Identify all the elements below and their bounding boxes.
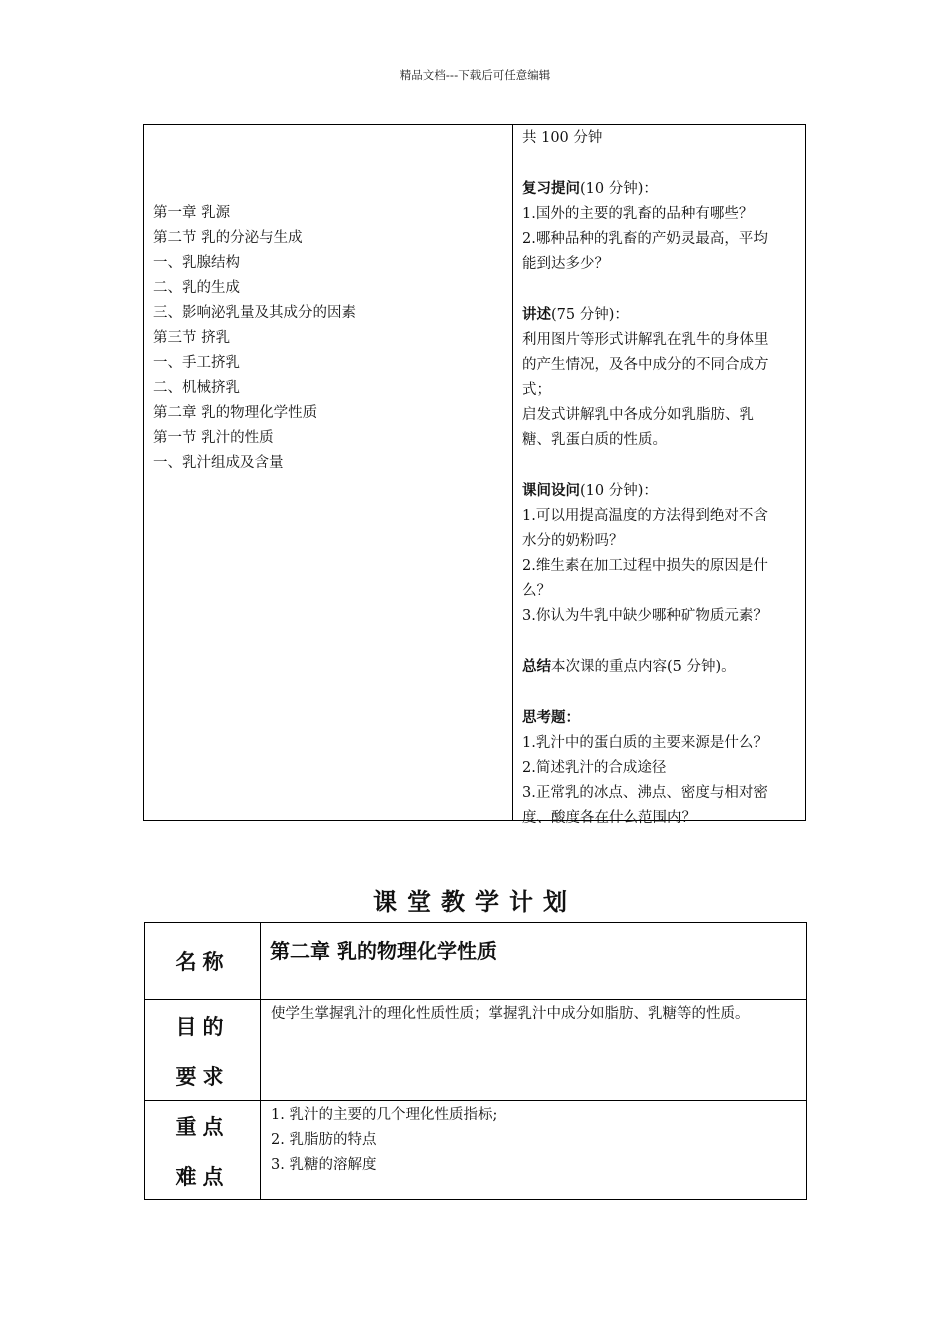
continued-lesson-table: [143, 124, 806, 826]
think-line: 度、酸度各在什么范围内？: [522, 810, 696, 826]
outline-line: 一、乳腺结构: [153, 255, 240, 271]
lecture-line: 启发式讲解乳中各成分如乳脂肪、乳: [522, 407, 754, 423]
name-label: 名称: [175, 949, 230, 974]
goal-label-line: 要求: [175, 1064, 230, 1089]
row-divider: [145, 999, 806, 1000]
inclass-line: 水分的奶粉吗？: [522, 533, 624, 549]
key-label: [145, 1102, 260, 1202]
lesson-plan-table: [144, 922, 807, 1200]
goal-label-line: 目的: [175, 1014, 230, 1039]
goal-label: [145, 1002, 260, 1102]
inclass-line: 3.你认为牛乳中缺少哪种矿物质元素？: [522, 608, 768, 624]
label-divider: [260, 923, 261, 1199]
review-heading: 复习提问(10 分钟)：: [522, 180, 658, 197]
inclass-line: 么？: [522, 583, 551, 599]
column-divider: [512, 125, 513, 820]
lecture-line: 利用图片等形式讲解乳在乳牛的身体里: [522, 332, 769, 348]
outline-column: [153, 201, 503, 476]
inclass-line: 1.可以用提高温度的方法得到绝对不含: [522, 508, 768, 524]
outline-line: 第二章 乳的物理化学性质: [153, 405, 318, 421]
outline-line: 第二节 乳的分泌与生成: [153, 230, 303, 246]
think-line: 2.简述乳汁的合成途径: [522, 760, 667, 776]
outline-line: 第三节 挤乳: [153, 330, 231, 346]
review-line: 能到达多少？: [522, 256, 609, 272]
total-time: 共 100 分钟: [522, 130, 603, 146]
page-header: 精品文档---下载后可任意编辑: [399, 68, 551, 82]
process-column: [522, 126, 800, 831]
key-label-line: 重点: [175, 1114, 230, 1139]
think-heading: 思考题：: [522, 709, 580, 726]
think-line: 1.乳汁中的蛋白质的主要来源是什么？: [522, 735, 768, 751]
lecture-line: 式；: [522, 382, 551, 398]
outline-line: 一、手工挤乳: [153, 355, 240, 371]
outline-line: 二、乳的生成: [153, 280, 240, 296]
review-line: 2.哪种品种的乳畜的产奶灵最高，平均: [522, 231, 768, 247]
lecture-line: 的产生情况，及各中成分的不同合成方: [522, 357, 769, 373]
lecture-heading: 讲述(75 分钟)：: [522, 306, 629, 323]
key-point: 2. 乳脂肪的特点: [271, 1132, 377, 1148]
outline-line: 第一章 乳源: [153, 205, 231, 221]
summary-line: 总结本次课的重点内容(5 分钟)。: [522, 658, 736, 675]
key-point: 3. 乳糖的溶解度: [271, 1157, 377, 1173]
key-points-list: [271, 1103, 801, 1178]
outline-line: 三、影响泌乳量及其成分的因素: [153, 305, 356, 321]
lecture-line: 糖、乳蛋白质的性质。: [522, 432, 667, 448]
inclass-line: 2.维生素在加工过程中损失的原因是什: [522, 558, 768, 574]
plan-title: 课堂教学计划: [373, 887, 577, 916]
goal-value: 使学生掌握乳汁的理化性质性质；掌握乳汁中成分如脂肪、乳糖等的性质。: [271, 1006, 750, 1022]
outline-line: 二、机械挤乳: [153, 380, 240, 396]
key-point: 1. 乳汁的主要的几个理化性质指标;: [271, 1107, 498, 1123]
think-line: 3.正常乳的冰点、沸点、密度与相对密: [522, 785, 768, 801]
outline-line: 第一节 乳汁的性质: [153, 430, 274, 446]
name-value: 第二章 乳的物理化学性质: [270, 939, 497, 963]
key-label-line: 难点: [175, 1164, 230, 1189]
outline-line: 一、乳汁组成及含量: [153, 455, 284, 471]
review-line: 1.国外的主要的乳畜的品种有哪些？: [522, 206, 754, 222]
inclass-heading: 课间设问(10 分钟)：: [522, 482, 658, 499]
